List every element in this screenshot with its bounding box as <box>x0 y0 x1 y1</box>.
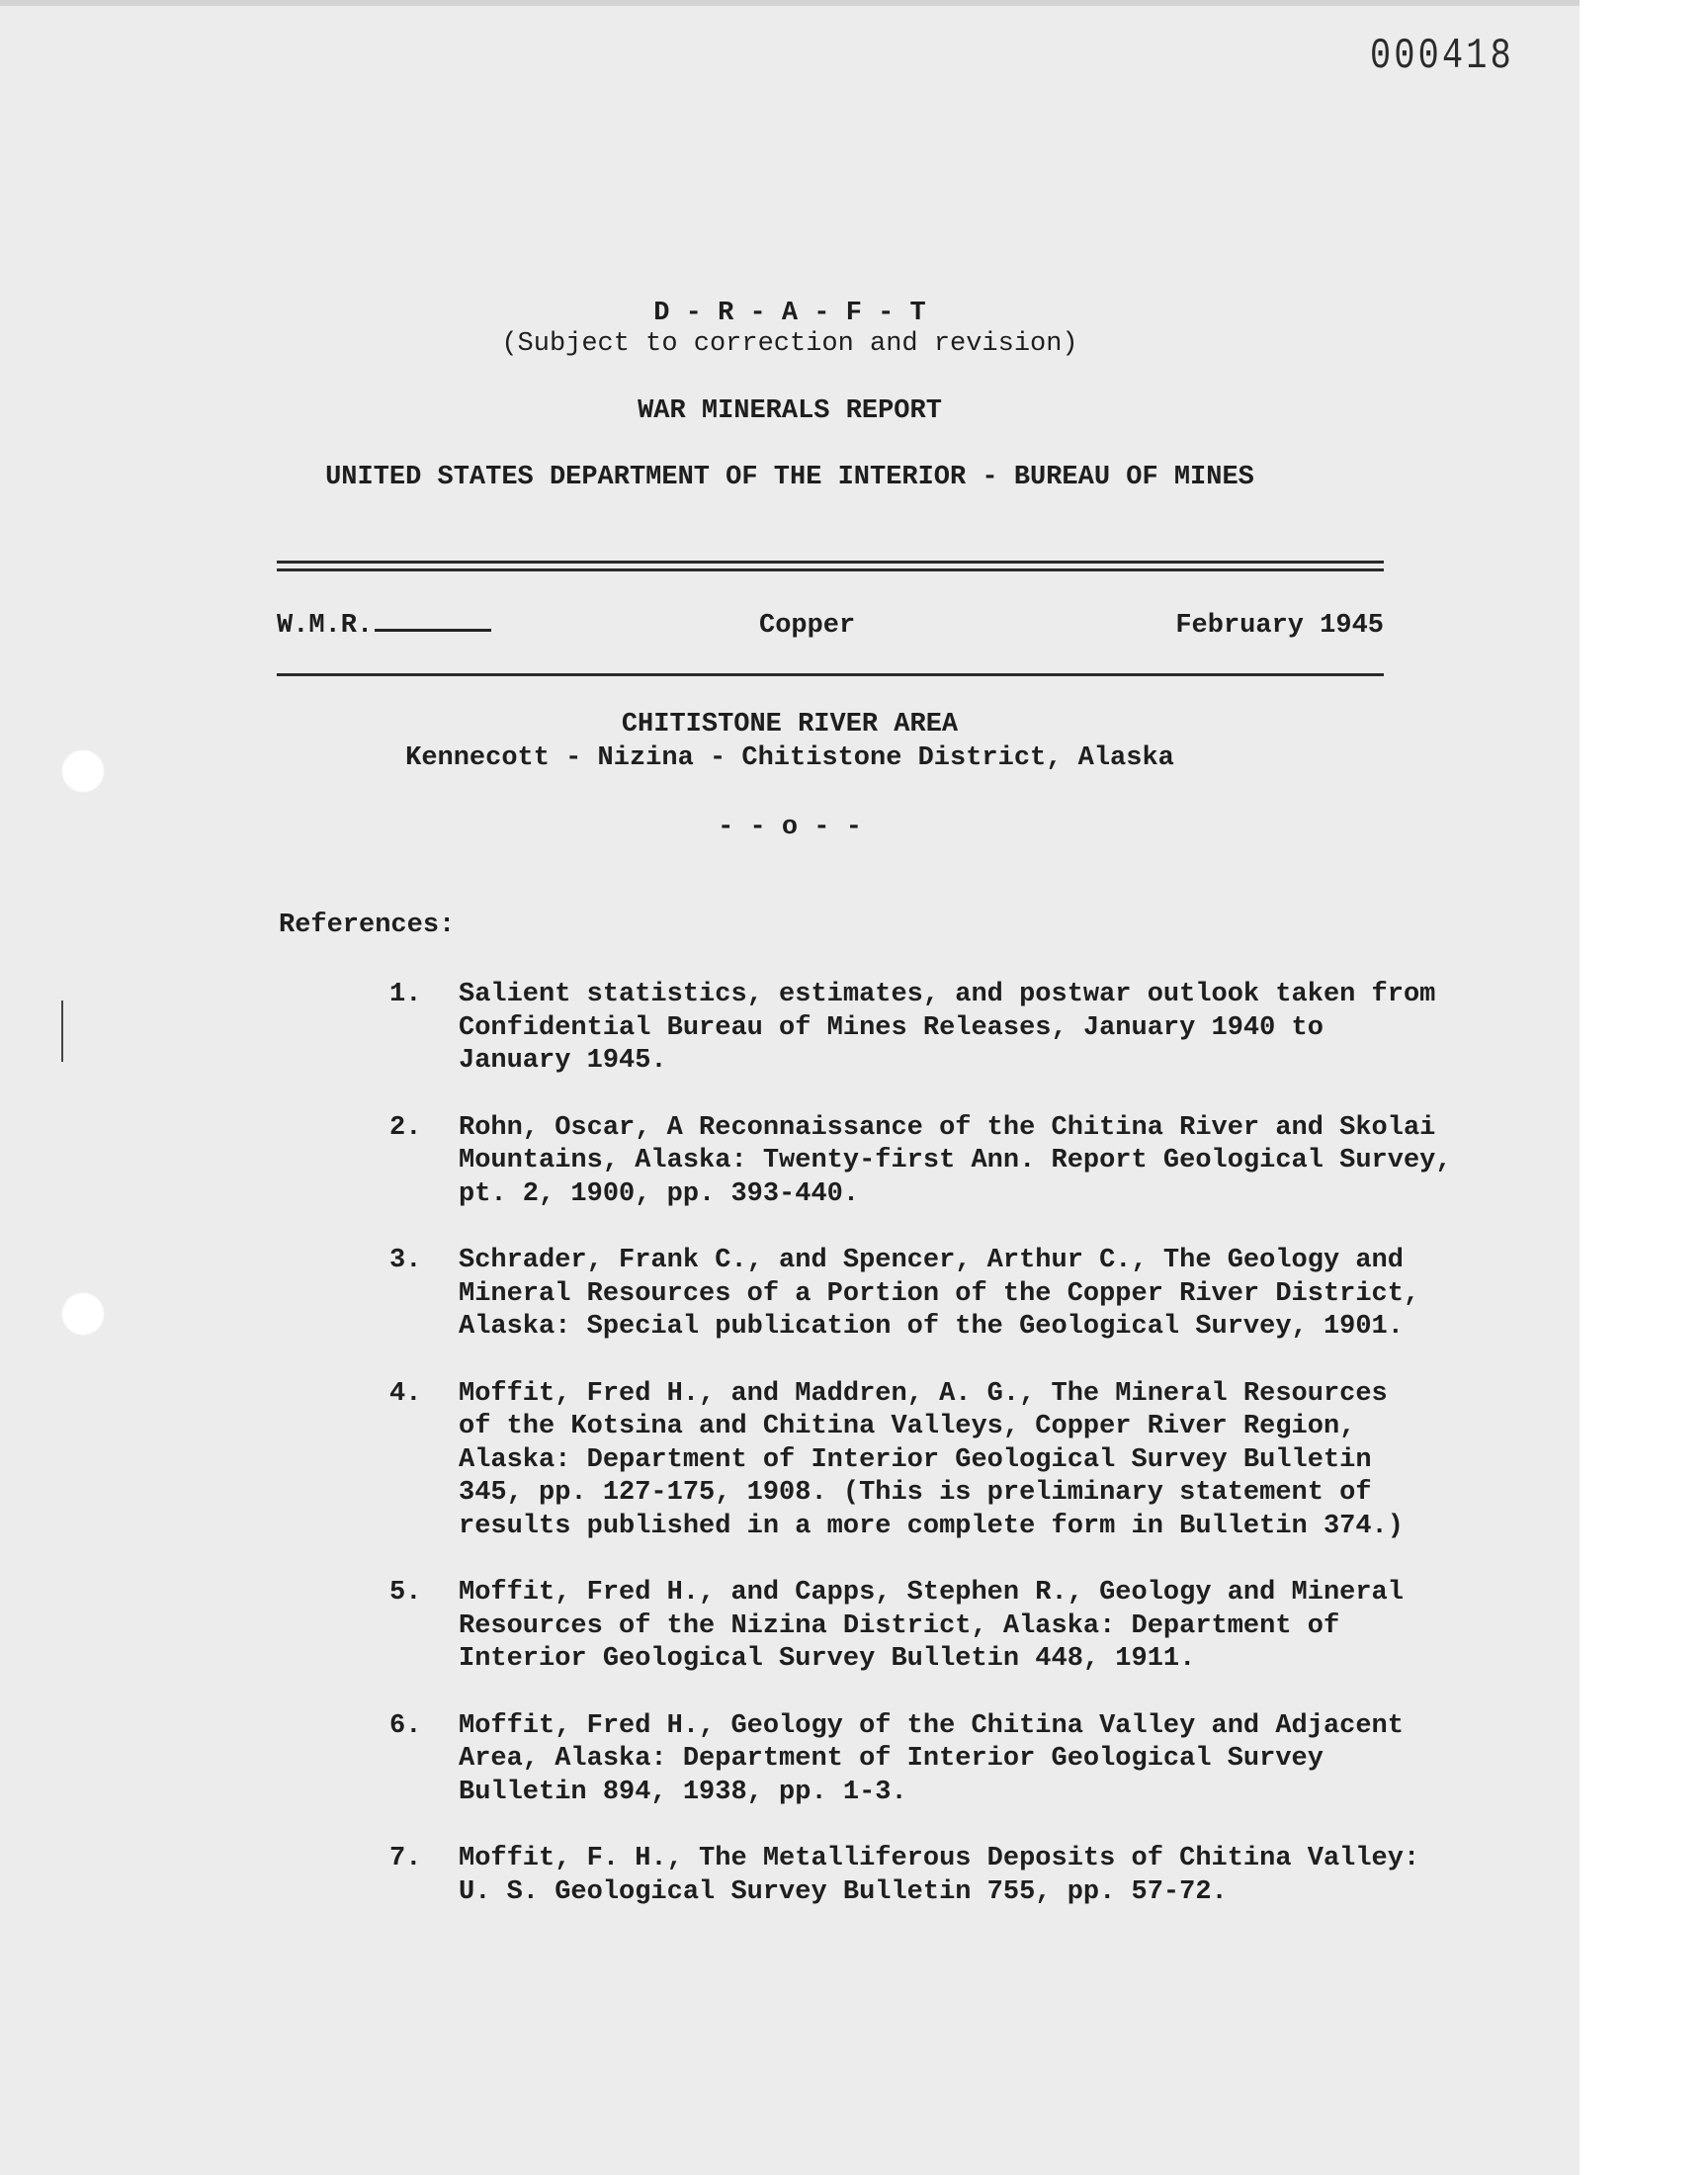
reference-item <box>389 1245 1506 1345</box>
reference-item <box>389 979 1506 1079</box>
reference-item <box>389 1843 1506 1909</box>
section-separator: - - o - - <box>718 813 862 842</box>
wmr-blank-line <box>375 629 491 632</box>
reference-item <box>389 1710 1506 1810</box>
reference-number: 5. <box>389 1578 422 1608</box>
department-heading: UNITED STATES DEPARTMENT OF THE INTERIOR - BUREAU OF MINES <box>325 463 1254 492</box>
reference-item <box>389 1112 1506 1212</box>
wmr-number-field <box>277 609 491 643</box>
top-rule-2 <box>277 568 1384 571</box>
reference-number: 7. <box>389 1844 422 1873</box>
reference-text: Moffit, Fred H., Geology of the Chitina Valley and Adjacent Area, Alaska: Department of Interior Geological Survey Bulletin 894, 1938, pp. 1-3. <box>459 1710 1404 1807</box>
bottom-rule <box>277 673 1384 676</box>
references-heading: References: <box>279 911 456 940</box>
wmr-label: W.M.R. <box>277 611 374 641</box>
draft-heading: D - R - A - F - T <box>653 299 926 328</box>
report-date: February 1945 <box>1175 611 1384 641</box>
reference-item <box>389 1378 1506 1544</box>
reference-text: Schrader, Frank C., and Spencer, Arthur C., The Geology and Mineral Resources of a Portion of the Copper River District, Alaska: Special publication of the Geological Survey, 1901. <box>459 1246 1420 1342</box>
punch-hole-top <box>61 749 105 793</box>
reference-number: 3. <box>389 1246 422 1275</box>
references-list <box>389 979 1506 1943</box>
reference-number: 1. <box>389 980 422 1009</box>
reference-number: 6. <box>389 1710 422 1741</box>
top-rule-1 <box>277 561 1384 564</box>
document-stamp-number: 000418 <box>1370 32 1514 81</box>
reference-text: Moffit, Fred H., and Capps, Stephen R., Geology and Mineral Resources of the Nizina District, Alaska: Department of Interior Geological Survey Bulletin 448, 1911. <box>459 1578 1404 1674</box>
reference-text: Salient statistics, estimates, and postwar outlook taken from Confidential Bureau of Mines Releases, January 1940 to January 1945. <box>459 980 1436 1076</box>
commodity: Copper <box>759 611 856 641</box>
district-subtitle: Kennecott - Nizina - Chitistone District, Alaska <box>405 743 1174 773</box>
report-info-row <box>277 609 1384 645</box>
margin-mark <box>61 1000 63 1062</box>
area-title: CHITISTONE RIVER AREA <box>621 710 959 740</box>
report-title: WAR MINERALS REPORT <box>638 396 942 426</box>
reference-number: 4. <box>389 1378 422 1409</box>
reference-item <box>389 1577 1506 1677</box>
reference-text: Rohn, Oscar, A Reconnaissance of the Chitina River and Skolai Mountains, Alaska: Twenty-first Ann. Report Geological Survey, pt. 2, 1900, pp. 393-440. <box>459 1112 1452 1209</box>
reference-text: Moffit, F. H., The Metalliferous Deposits of Chitina Valley: U. S. Geological Survey Bulletin 755, pp. 57-72. <box>459 1844 1420 1907</box>
reference-text: Moffit, Fred H., and Maddren, A. G., The Mineral Resources of the Kotsina and Chitina Valleys, Copper River Region, Alaska: Department of Interior Geological Survey Bulletin 345, pp. 127-175, 1908. (This is preliminary statement of results published in a more complete form in Bulletin 374.) <box>459 1378 1404 1541</box>
reference-number: 2. <box>389 1112 422 1143</box>
document-page <box>0 6 1580 2175</box>
punch-hole-bottom <box>61 1292 105 1336</box>
subject-note: (Subject to correction and revision) <box>501 329 1078 359</box>
